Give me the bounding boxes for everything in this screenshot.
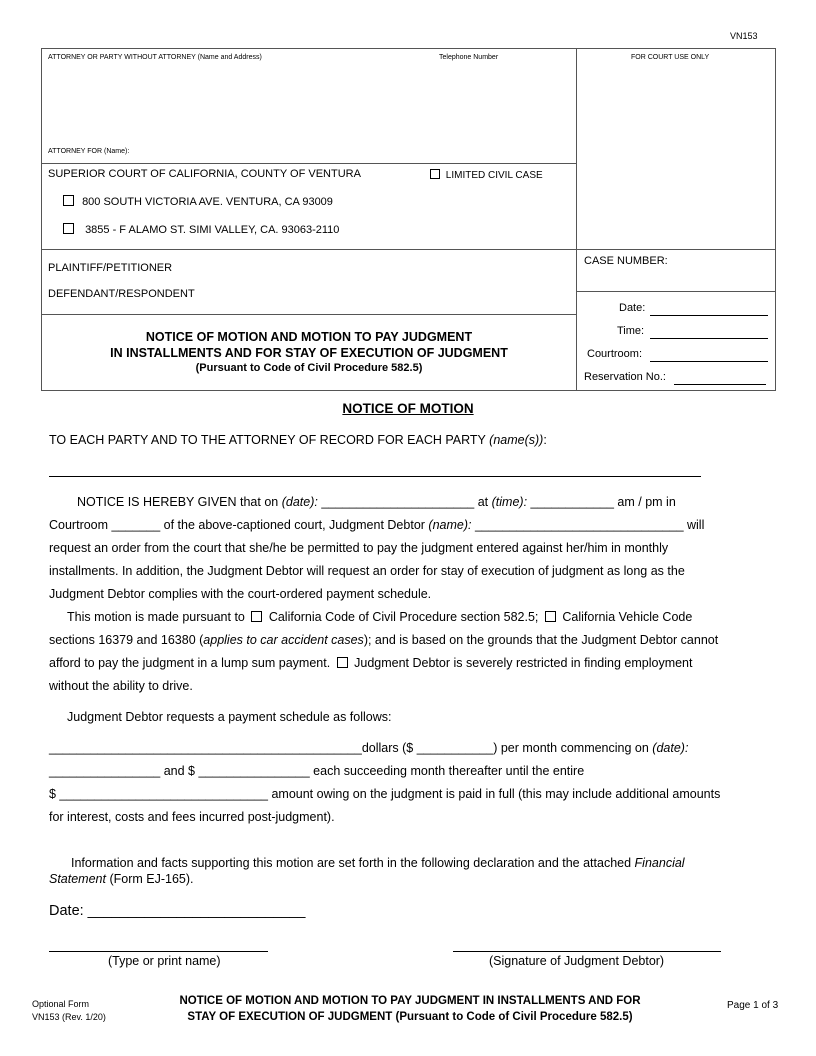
- notice-paragraph-line: installments. In addition, the Judgment Debtor will request an order for stay of execution of judgment as long as the: [49, 564, 685, 578]
- payment-schedule-line: for interest, costs and fees incurred post-judgment).: [49, 810, 335, 824]
- signature-label: (Signature of Judgment Debtor): [489, 954, 665, 968]
- reservation-label: Reservation No.:: [584, 371, 666, 383]
- hearing-time-line[interactable]: [650, 338, 768, 339]
- footer-optional: Optional Form: [32, 999, 90, 1009]
- case-number-label: CASE NUMBER:: [584, 255, 668, 267]
- section-title: NOTICE OF MOTION: [342, 401, 474, 416]
- checkbox-icon[interactable]: [63, 195, 74, 206]
- courtroom-label: Courtroom:: [587, 348, 643, 360]
- hearing-date-line[interactable]: [650, 315, 768, 316]
- caption-title-3: (Pursuant to Code of Civil Procedure 582.5): [195, 362, 423, 374]
- court-use-label: FOR COURT USE ONLY: [631, 54, 710, 61]
- limited-civil-case[interactable]: LIMITED CIVIL CASE: [430, 169, 543, 181]
- date-signature-field[interactable]: Date: ___________________________: [49, 903, 306, 919]
- hearing-date-label: Date:: [619, 302, 646, 314]
- supporting-info-line: Statement (Form EJ-165).: [49, 872, 194, 886]
- plaintiff-label: PLAINTIFF/PETITIONER: [48, 262, 173, 274]
- attorney-label: ATTORNEY OR PARTY WITHOUT ATTORNEY (Name and Address): [48, 54, 262, 61]
- print-name-label: (Type or print name): [108, 954, 221, 968]
- address-option-ventura[interactable]: 800 SOUTH VICTORIA AVE. VENTURA, CA 93009: [63, 195, 333, 208]
- footer-rev: VN153 (Rev. 1/20): [32, 1012, 106, 1022]
- court-name: SUPERIOR COURT OF CALIFORNIA, COUNTY OF VENTURA: [48, 168, 361, 180]
- payment-schedule-intro: Judgment Debtor requests a payment schedule as follows:: [67, 710, 392, 724]
- divider: [41, 163, 577, 164]
- notice-paragraph-line: NOTICE IS HEREBY GIVEN that on (date): ______________________ at (time): ____________ am / pm in: [77, 495, 676, 509]
- footer-title-2: STAY OF EXECUTION OF JUDGMENT (Pursuant to Code of Civil Procedure 582.5): [187, 1011, 633, 1023]
- checkbox-icon[interactable]: [63, 223, 74, 234]
- notice-paragraph-line: request an order from the court that she/he be permitted to pay the judgment entered against her/him in monthly: [49, 541, 669, 555]
- print-name-line[interactable]: [49, 951, 268, 952]
- motion-basis-line: without the ability to drive.: [49, 679, 193, 693]
- footer-page: Page 1 of 3: [727, 1000, 779, 1011]
- payment-schedule-line: $ ______________________________ amount owing on the judgment is paid in full (this may include additional amounts: [49, 787, 721, 801]
- telephone-label: Telephone Number: [439, 54, 499, 61]
- caption-title-2: IN INSTALLMENTS AND FOR STAY OF EXECUTION OF JUDGMENT: [110, 346, 508, 360]
- notice-paragraph-line: Courtroom _______ of the above-captioned court, Judgment Debtor (name): ______________________________ will: [49, 518, 705, 532]
- supporting-info-line: Information and facts supporting this motion are set forth in the following declaration and the attached Financial: [71, 856, 685, 870]
- checkbox-icon[interactable]: [545, 611, 556, 622]
- to-each-party: TO EACH PARTY AND TO THE ATTORNEY OF RECORD FOR EACH PARTY (name(s)):: [49, 433, 547, 447]
- checkbox-icon[interactable]: [337, 657, 348, 668]
- party-names-line[interactable]: [49, 476, 701, 477]
- address-option-simi[interactable]: 3855 - F ALAMO ST. SIMI VALLEY, CA. 93063-2110: [63, 223, 339, 236]
- motion-basis-line: afford to pay the judgment in a lump sum payment. Judgment Debtor is severely restricted in finding employment: [49, 656, 693, 670]
- caption-title-1: NOTICE OF MOTION AND MOTION TO PAY JUDGMENT: [145, 330, 473, 344]
- form-id: VN153: [730, 31, 758, 41]
- notice-paragraph-line: Judgment Debtor complies with the court-ordered payment schedule.: [49, 587, 432, 601]
- divider: [41, 249, 776, 250]
- motion-basis-line: This motion is made pursuant to California Code of Civil Procedure section 582.5; California Vehicle Code: [67, 610, 693, 624]
- checkbox-icon[interactable]: [430, 169, 440, 179]
- signature-line[interactable]: [453, 951, 721, 952]
- motion-basis-line: sections 16379 and 16380 (applies to car accident cases); and is based on the grounds that the Judgment Debtor cannot: [49, 633, 719, 647]
- divider: [41, 314, 577, 315]
- defendant-label: DEFENDANT/RESPONDENT: [48, 288, 195, 300]
- courtroom-line[interactable]: [650, 361, 768, 362]
- reservation-line[interactable]: [674, 384, 766, 385]
- hearing-time-label: Time:: [617, 325, 645, 337]
- attorney-for-label: ATTORNEY FOR (Name):: [48, 148, 130, 155]
- footer-title-1: NOTICE OF MOTION AND MOTION TO PAY JUDGMENT IN INSTALLMENTS AND FOR: [179, 995, 641, 1007]
- payment-schedule-line: ________________ and $ ________________ each succeeding month thereafter until the entire: [49, 764, 585, 778]
- payment-schedule-line: _____________________________________________dollars ($ ___________) per month commencing on (date):: [49, 741, 689, 755]
- checkbox-icon[interactable]: [251, 611, 262, 622]
- divider: [576, 291, 776, 292]
